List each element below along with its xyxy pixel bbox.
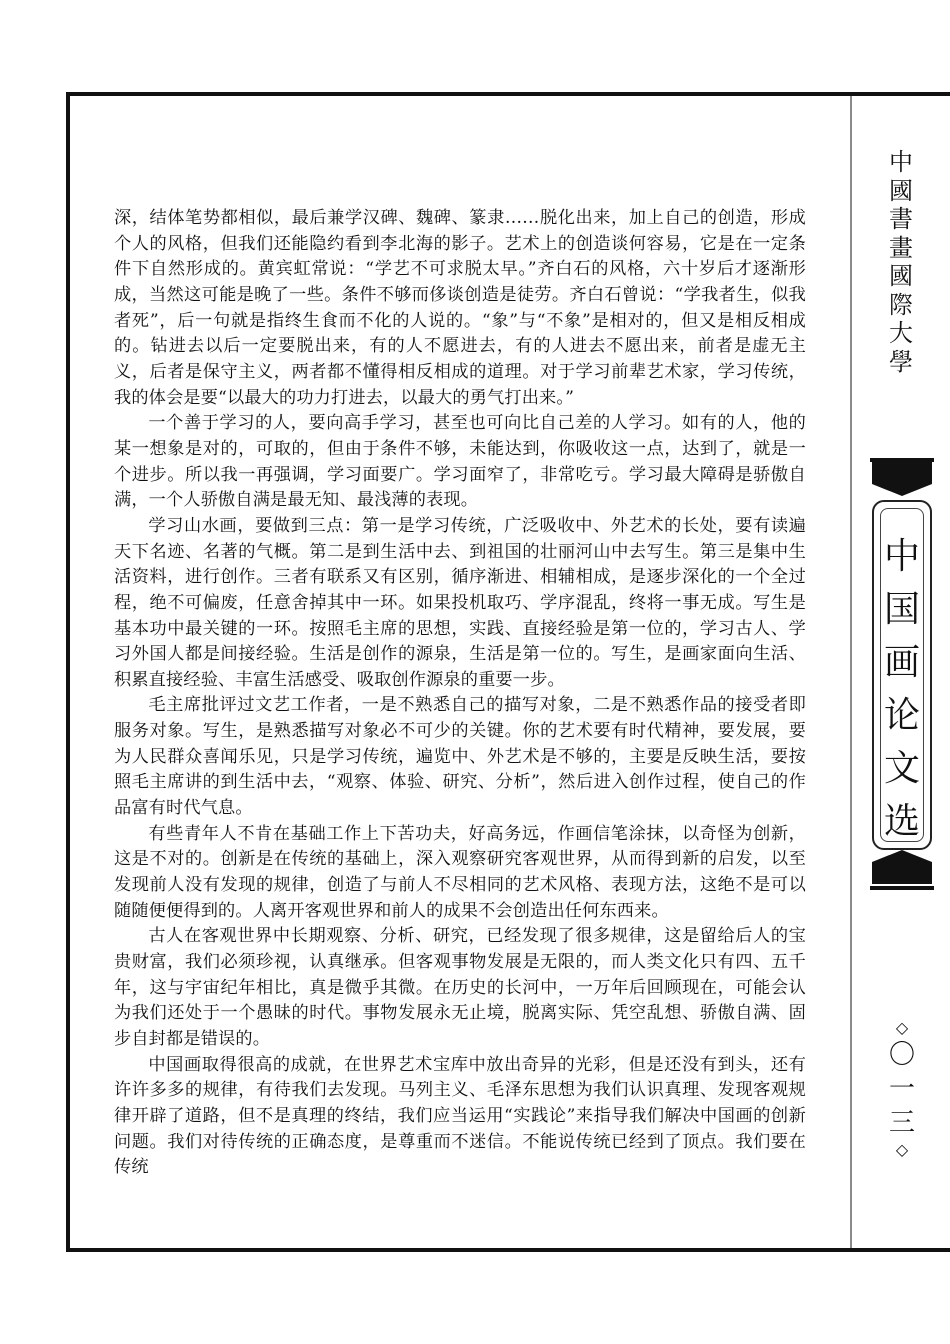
right-sidebar bbox=[852, 96, 950, 1248]
paragraph-4: 毛主席批评过文艺工作者，一是不熟悉自己的描写对象，二是不熟悉作品的接受者即服务对象。写生，是熟悉描写对象必不可少的关键。你的艺术要有时代精神，要发展，要为人民群众喜闻乐见，只是学习传统，遍览中、外艺术是不够的，主要是反映生活，要按照毛主席讲的到生活中去，“观察、体验、研究、分析”，然后进入创作过程，使自己的作品富有时代气息。 bbox=[114, 695, 806, 819]
ornament-bottom-icon bbox=[870, 850, 934, 890]
title-band-top bbox=[870, 458, 934, 498]
paragraph-7: 中国画取得很高的成就，在世界艺术宝库中放出奇异的光彩，但是还没有到头，还有许许多多的规律，有待我们去发现。马列主义、毛泽东思想为我们认识真理、发现客观规律开辟了道路，但不是真理的终结，我们应当运用“实践论”来指导我们解决中国画的创新问题。我们对待传统的正确态度，是尊重而不迷信。不能说传统已经到了顶点。我们要在传统 bbox=[114, 1054, 806, 1178]
frame-top-border bbox=[66, 92, 950, 96]
title-band-bottom bbox=[870, 850, 934, 890]
institution-name: 中國書畫國際大學 bbox=[889, 148, 913, 376]
paragraph-2: 一个善于学习的人，要向高手学习，甚至也可向比自己差的人学习。如有的人，他的某一想象是对的，可取的，但由于条件不够，未能达到，你吸收这一点，达到了，就是一个进步。所以我一再强调，学习面要广。学习面窄了，非常吃亏。学习最大障碍是骄傲自满，一个人骄傲自满是最无知、最浅薄的表现。 bbox=[114, 413, 806, 511]
frame-bottom-border bbox=[66, 1248, 950, 1252]
page-number: 〇一三 bbox=[888, 1040, 915, 1138]
page-number-box bbox=[862, 1018, 942, 1159]
paragraph-5: 有些青年人不肯在基础工作上下苦功夫，好高务远，作画信笔涂抹，以奇怪为创新，这是不对的。创新是在传统的基础上，深入观察研究客观世界，从而得到新的启发，以至发现前人没有发现的规律，创造了与前人不尽相同的艺术风格、表现方法，这绝不是可以随随便便得到的。人离开客观世界和前人的成果不会创造出任何东西来。 bbox=[114, 823, 806, 921]
book-title: 中国画论文选 bbox=[883, 536, 920, 842]
diamond-top-icon: ◇ bbox=[895, 1018, 909, 1037]
ornament-top-icon bbox=[870, 462, 934, 502]
paragraph-6: 古人在客观世界中长期观察、分析、研究，已经发现了很多规律，这是留给后人的宝贵财富，我们必须珍视，认真继承。但客观事物发展是无限的，而人类文化只有四、五千年，这与宇宙纪年相比，真是微乎其微。在历史的长河中，一万年后回顾现在，可能会认为我们还处于一个愚昧的时代。事物发展永无止境，脱离实际、凭空乱想、骄傲自满、固步自封都是错误的。 bbox=[114, 926, 806, 1049]
frame-left-border bbox=[66, 92, 70, 1252]
body-text bbox=[114, 206, 806, 1181]
diamond-bottom-icon: ◇ bbox=[895, 1140, 909, 1159]
book-title-box bbox=[870, 458, 934, 890]
paragraph-3: 学习山水画，要做到三点：第一是学习传统，广泛吸收中、外艺术的长处，要有读遍天下名迹、名著的气概。第二是到生活中去、到祖国的壮丽河山中去写生。第三是集中生活资料，进行创作。三者有联系又有区别，循序渐进、相辅相成，是逐步深化的一个全过程，绝不可偏废，任意舍掉其中一环。如果投机取巧、学序混乱，终将一事无成。写生是基本功中最关键的一环。按照毛主席的思想，实践、直接经验是第一位的，学习古人、学习外国人都是间接经验。生活是创作的源泉，生活是第一位的。写生，是画家面向生活、积累直接经验、丰富生活感受、吸取创作源泉的重要一步。 bbox=[114, 515, 806, 690]
paragraph-1: 深，结体笔势都相似，最后兼学汉碑、魏碑、篆隶……脱化出来，加上自己的创造，形成个人的风格，但我们还能隐约看到李北海的影子。艺术上的创造谈何容易，它是在一定条件下自然形成的。黄宾虹常说：“学艺不可求脱太早。”齐白石的风格，六十岁后才逐渐形成，当然这可能是晚了一些。条件不够而侈谈创造是徒劳。齐白石曾说：“学我者生，似我者死”，后一句就是指终生食而不化的人说的。“象”与“不象”是相对的，但又是相反相成的。钻进去以后一定要脱出来，有的人不愿进去，有的人进去不愿出来，前者是虚无主义，后者是保守主义，两者都不懂得相反相成的道理。对于学习前辈艺术家，学习传统，我的体会是要“以最大的功力打进去，以最大的勇气打出来。” bbox=[114, 208, 806, 408]
